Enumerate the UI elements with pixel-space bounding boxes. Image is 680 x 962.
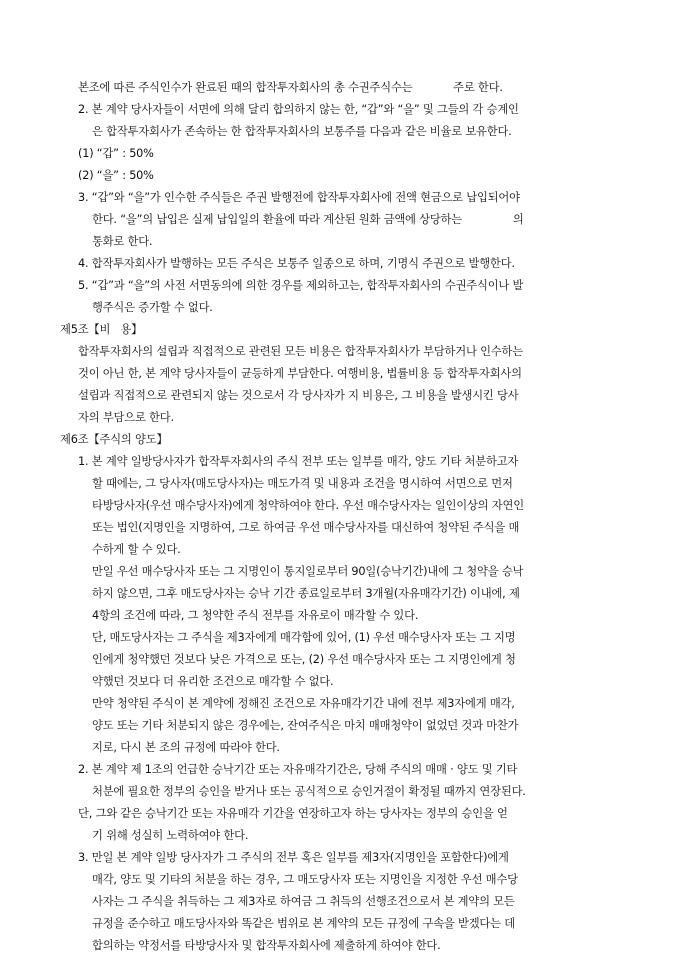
- text-line: 지로, 다시 본 조의 규정에 따라야 한다.: [92, 741, 280, 754]
- article-5-heading: 제5조【비 용】: [60, 323, 143, 336]
- list-item-2: 2. 본 계약 제 1조의 언급한 승낙기간 또는 자유매각기간은, 당해 주식의 매매 · 양도 및 기타: [78, 763, 518, 776]
- list-item-3: 3. 만일 본 계약 일방 당사자가 그 주식의 전부 혹은 일부를 제3자(지명인을 포함한다)에게: [78, 851, 509, 864]
- text-line: 규정을 준수하고 매도당사자와 똑같은 범위로 본 계약의 모든 규정에 구속을 받겠다는 데: [92, 917, 515, 930]
- text-line: 사자는 그 주식을 취득하는 그 제3자로 하여금 그 취득의 선행조건으로서 본 계약의 모든: [92, 895, 515, 908]
- text-line: 설립과 직접적으로 관련되지 않는 것으로서 각 당사자가 지 비용은, 그 비용을 발생시킨 당사: [78, 389, 519, 402]
- text-line: 하지 않으면, 그후 매도당사자는 승낙 기간 종료일로부터 3개월(자유매각기간) 이내에, 제: [92, 587, 520, 600]
- text-line: 만일 우선 매수당사자 또는 그 지명인이 통지일로부터 90일(승낙기간)내에 그 청약을 승낙: [92, 565, 524, 578]
- text-line: 은 합작투자회사가 존속하는 한 합작투자회사의 보통주를 다음과 같은 비율로 보유한다.: [92, 125, 512, 138]
- text-line: 자의 부담으로 한다.: [78, 411, 174, 424]
- text-line: 양도 또는 기타 처분되지 않은 경우에는, 잔여주식은 마치 매매청약이 없었던 것과 마찬가: [92, 719, 519, 732]
- text-line: 통화로 한다.: [92, 235, 153, 248]
- list-item-3: 3. “갑”와 “을”가 인수한 주식들은 주권 발행전에 합작투자회사에 전액 현금으로 납입되어야: [78, 191, 520, 204]
- text-line: 만약 청약된 주식이 본 계약에 정해진 조건으로 자유매각기간 내에 전부 제3자에게 매각,: [92, 697, 515, 710]
- text-line: 한다. “을”의 납입은 실제 납입일의 환율에 따라 계산된 원화 금액에 상당하는 의: [92, 213, 524, 226]
- text-line: 할 때에는, 그 당사자(매도당사자)는 매도가격 및 내용과 조건을 명시하여 서면으로 먼저: [92, 477, 513, 490]
- text-line: 행주식은 증가할 수 없다.: [92, 301, 213, 314]
- text-line: 기 위해 성실히 노력하여야 한다.: [92, 829, 249, 842]
- text-line: 타방당사자(우선 매수당사자)에게 청약하여야 한다. 우선 매수당사자는 일인이상의 자연인: [92, 499, 524, 512]
- text-line: 합작투자회사의 설립과 직접적으로 관련된 모든 비용은 합작투자회사가 부담하거나 인수하는: [78, 345, 523, 358]
- text-line: 본조에 따른 주식인수가 완료된 때의 합작투자회사의 총 수권주식수는 주로 한다.: [78, 81, 503, 94]
- text-line: 또는 법인(지명인을 지명하여, 그로 하여금 우선 매수당사자를 대신하여 청약된 주식을 매: [92, 521, 520, 534]
- text-line: 합의하는 약정서를 타방당사자 및 합작투자회사에 제출하게 하여야 한다.: [92, 939, 441, 952]
- text-line: 매각, 양도 및 기타의 처분을 하는 경우, 그 매도당사자 또는 지명인을 지정한 우선 매수당: [92, 873, 518, 886]
- text-line: 처분에 필요한 정부의 승인을 받거나 또는 공식적으로 승인거절이 확정될 때까지 연장된다.: [92, 785, 526, 798]
- list-item-4: 4. 합작투자회사가 발행하는 모든 주식은 보통주 일종으로 하며, 기명식 주권으로 발행한다.: [78, 257, 515, 270]
- text-line: 단, 그와 같은 승낙기간 또는 자유매각 기간을 연장하고자 하는 당사자는 정부의 승인을 얻: [78, 807, 508, 820]
- text-line: 4항의 조건에 따라, 그 청약한 주식 전부를 자유로이 매각할 수 있다.: [92, 609, 419, 622]
- text-line: 단, 매도당사자는 그 주식을 제3자에게 매각함에 있어, (1) 우선 매수당사자 또는 그 지명: [92, 631, 516, 644]
- list-item-1: 1. 본 계약 일방당사자가 합작투자회사의 주식 전부 또는 일부를 매각, 양도 기타 처분하고자: [78, 455, 519, 468]
- ratio-item-2: (2) “을” : 50%: [78, 169, 154, 182]
- text-line: 것이 아닌 한, 본 계약 당사자들이 균등하게 부담한다. 여행비용, 법률비용 등 합작투자회사의: [78, 367, 522, 380]
- list-item-2: 2. 본 계약 당사자들이 서면에 의해 달리 합의하지 않는 한, “갑”와 “을” 및 그들의 각 승계인: [78, 103, 519, 116]
- list-item-5: 5. “갑”과 “을”의 사전 서면동의에 의한 경우를 제외하고는, 합작투자회사의 수권주식이나 발: [78, 279, 524, 292]
- text-line: 인에게 청약했던 것보다 낮은 가격으로 또는, (2) 우선 매수당사자 또는 그 지명인에게 청: [92, 653, 516, 666]
- text-line: 수하게 할 수 있다.: [92, 543, 181, 556]
- article-6-heading: 제6조【주식의 양도】: [60, 433, 168, 446]
- text-line: 약했던 것보다 더 유리한 조건으로 매각할 수 없다.: [92, 675, 334, 688]
- ratio-item-1: (1) “갑” : 50%: [78, 147, 154, 160]
